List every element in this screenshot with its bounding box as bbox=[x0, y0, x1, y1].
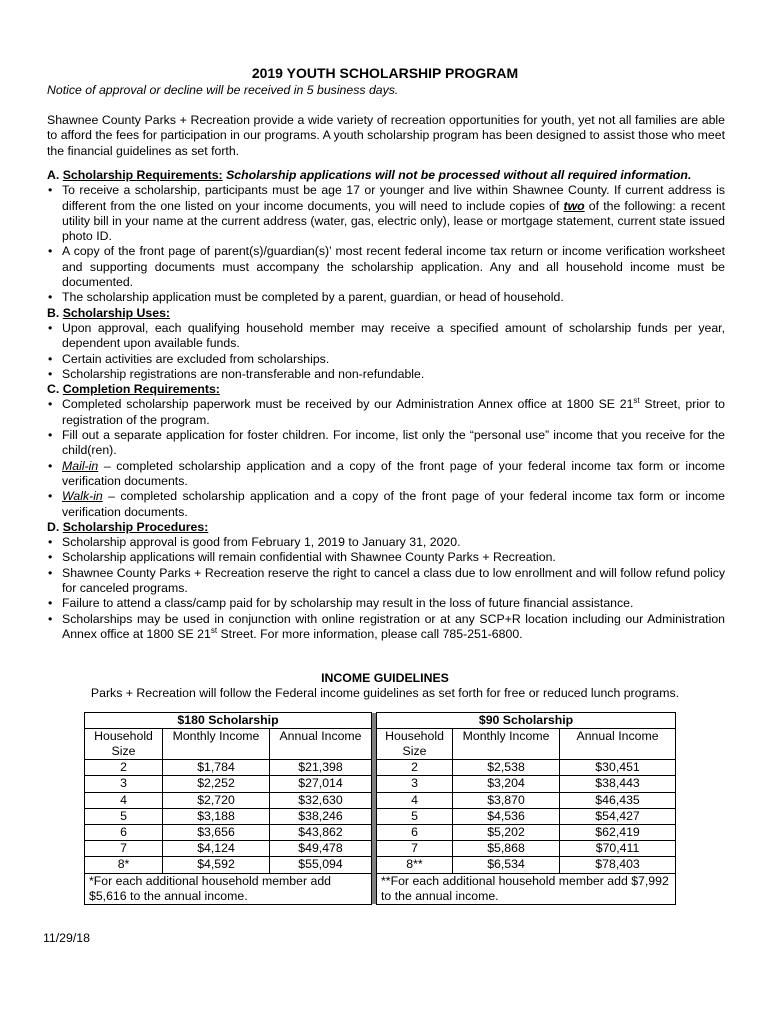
table-cell: 6 bbox=[85, 824, 163, 840]
list-item bbox=[47, 550, 725, 565]
left-scholarship-header: $180 Scholarship bbox=[85, 713, 372, 729]
list-item-text: Street. For more information, please call 785-251-6800. bbox=[217, 626, 523, 641]
list-item bbox=[47, 367, 725, 382]
income-table bbox=[84, 712, 676, 905]
section-c-title: Completion Requirements: bbox=[62, 382, 220, 397]
section-a-letter: A. bbox=[47, 168, 60, 182]
table-row bbox=[85, 857, 676, 873]
table-cell: 6 bbox=[377, 824, 453, 840]
table-cell: $43,862 bbox=[270, 824, 372, 840]
table-cell: 3 bbox=[377, 776, 453, 792]
income-guidelines-title: INCOME GUIDELINES bbox=[321, 671, 449, 685]
walk-in-label: Walk-in bbox=[62, 489, 103, 504]
column-header: Monthly Income bbox=[163, 729, 270, 760]
list-item bbox=[47, 290, 725, 305]
table-cell: $2,252 bbox=[163, 776, 270, 792]
table-cell: $1,784 bbox=[163, 760, 270, 776]
table-cell: 8* bbox=[85, 857, 163, 873]
list-item-text: Street, prior to registration of the program. bbox=[62, 397, 725, 427]
list-item bbox=[47, 489, 725, 520]
table-row bbox=[85, 824, 676, 840]
right-scholarship-header: $90 Scholarship bbox=[377, 713, 676, 729]
intro-paragraph: Shawnee County Parks + Recreation provide a wide variety of recreation opportunities for youth, yet not all families are able to afford the fees for participation in our programs. A youth scholarship program has been designed to assist those who meet the financial guidelines as set forth. bbox=[47, 113, 725, 158]
table-cell: $4,536 bbox=[453, 808, 560, 824]
list-item-text: Shawnee County Parks + Recreation reserve the right to cancel a class due to low enrollment and will follow refund policy for canceled programs. bbox=[62, 565, 725, 596]
list-item bbox=[47, 397, 725, 428]
column-header: Annual Income bbox=[270, 729, 372, 760]
table-note-row bbox=[85, 873, 676, 904]
superscript: st bbox=[633, 396, 640, 406]
list-item-text: Scholarship approval is good from February 1, 2019 to January 31, 2020. bbox=[62, 535, 461, 550]
table-cell: $27,014 bbox=[270, 776, 372, 792]
column-header: Household Size bbox=[377, 729, 453, 760]
mail-in-label: Mail-in bbox=[62, 458, 99, 473]
income-guidelines-subtitle: Parks + Recreation will follow the Federal income guidelines as set forth for free or reduced lunch programs. bbox=[90, 686, 680, 700]
table-cell: $3,204 bbox=[453, 776, 560, 792]
table-cell: $5,868 bbox=[453, 841, 560, 857]
table-cell: $2,720 bbox=[163, 792, 270, 808]
table-cell: $3,188 bbox=[163, 808, 270, 824]
section-d-list bbox=[47, 535, 725, 642]
table-cell: $46,435 bbox=[560, 792, 676, 808]
table-cell: $21,398 bbox=[270, 760, 372, 776]
list-item-text: Scholarship registrations are non-transferable and non-refundable. bbox=[62, 366, 425, 381]
column-header: Monthly Income bbox=[453, 729, 560, 760]
list-item-text: Upon approval, each qualifying household member may receive a specified amount of scholarship funds per year, dependent upon available funds. bbox=[62, 320, 725, 351]
list-item bbox=[47, 596, 725, 611]
table-cell: 5 bbox=[85, 808, 163, 824]
table-cell: $38,443 bbox=[560, 776, 676, 792]
table-row bbox=[85, 760, 676, 776]
list-item-text: Failure to attend a class/camp paid for by scholarship may result in the loss of future financial assistance. bbox=[62, 596, 634, 611]
table-cell: 2 bbox=[85, 760, 163, 776]
page-title: 2019 YOUTH SCHOLARSHIP PROGRAM bbox=[251, 65, 519, 81]
table-cell: $4,124 bbox=[163, 841, 270, 857]
table-row bbox=[85, 792, 676, 808]
list-item-text: Certain activities are excluded from scholarships. bbox=[62, 351, 330, 366]
column-header: Household Size bbox=[85, 729, 163, 760]
table-cell: $78,403 bbox=[560, 857, 676, 873]
list-item-text: A copy of the front page of parent(s)/guardian(s)’ most recent federal income tax return or income verification worksheet and supporting documents must accompany the scholarship application. Any and all household income must be documented. bbox=[62, 244, 725, 290]
table-cell: $62,419 bbox=[560, 824, 676, 840]
list-item bbox=[47, 321, 725, 352]
emphasis-two: two bbox=[563, 198, 585, 213]
list-item bbox=[47, 428, 725, 459]
table-cell: 4 bbox=[377, 792, 453, 808]
sections bbox=[47, 168, 725, 642]
table-cell: $2,538 bbox=[453, 760, 560, 776]
column-header: Annual Income bbox=[560, 729, 676, 760]
section-c-heading bbox=[47, 382, 725, 397]
list-item bbox=[47, 566, 725, 597]
table-cell: 4 bbox=[85, 792, 163, 808]
table-column-header-row bbox=[85, 729, 676, 760]
table-cell: $32,630 bbox=[270, 792, 372, 808]
section-d-title: Scholarship Procedures: bbox=[62, 519, 209, 534]
section-b-title: Scholarship Uses: bbox=[62, 305, 171, 320]
table-cell: $70,411 bbox=[560, 841, 676, 857]
section-a-heading bbox=[47, 168, 725, 183]
list-item-text: To receive a scholarship, participants must be age 17 or younger and live within Shawnee County. If current address is different from the one listed on your income documents, you will need to include copies of bbox=[62, 183, 725, 213]
table-cell: $30,451 bbox=[560, 760, 676, 776]
right-table-note: **For each additional household member add $7,992 to the annual income. bbox=[377, 873, 676, 904]
table-cell: $3,870 bbox=[453, 792, 560, 808]
list-item-text: – completed scholarship application and a copy of the front page of your federal income tax form or income verification documents. bbox=[62, 458, 725, 488]
list-item bbox=[47, 535, 725, 550]
section-c-letter: C. bbox=[47, 382, 60, 397]
table-cell: 8** bbox=[377, 857, 453, 873]
list-item-text: Scholarship applications will remain confidential with Shawnee County Parks + Recreation. bbox=[62, 550, 556, 565]
left-table-note: *For each additional household member add $5,616 to the annual income. bbox=[85, 873, 372, 904]
table-cell: 7 bbox=[377, 841, 453, 857]
table-cell: 7 bbox=[85, 841, 163, 857]
table-cell: $3,656 bbox=[163, 824, 270, 840]
list-item-text: Completed scholarship paperwork must be received by our Administration Annex office at 1800 SE 21 bbox=[62, 397, 634, 412]
list-item bbox=[47, 244, 725, 290]
section-b-list bbox=[47, 321, 725, 382]
table-cell: 5 bbox=[377, 808, 453, 824]
table-row bbox=[85, 841, 676, 857]
notice-text: Notice of approval or decline will be received in 5 business days. bbox=[47, 83, 399, 97]
section-c-list bbox=[47, 397, 725, 519]
section-d-heading bbox=[47, 520, 725, 535]
list-item bbox=[47, 352, 725, 367]
list-item bbox=[47, 183, 725, 244]
table-cell: $38,246 bbox=[270, 808, 372, 824]
table-row bbox=[85, 776, 676, 792]
revision-date: 11/29/18 bbox=[43, 931, 90, 945]
table-cell: $6,534 bbox=[453, 857, 560, 873]
table-cell: 3 bbox=[85, 776, 163, 792]
table-cell: 2 bbox=[377, 760, 453, 776]
table-cell: $5,202 bbox=[453, 824, 560, 840]
list-item-text: Scholarships may be used in conjunction with online registration or at any SCP+R location including our Administration Annex office at 1800 SE 21 bbox=[62, 611, 725, 641]
list-item bbox=[47, 612, 725, 643]
section-a-subtitle: Scholarship applications will not be processed without all required information. bbox=[226, 168, 692, 182]
table-cell: $54,427 bbox=[560, 808, 676, 824]
table-cell: $4,592 bbox=[163, 857, 270, 873]
section-b-letter: B. bbox=[47, 305, 60, 320]
table-cell: $55,094 bbox=[270, 857, 372, 873]
table-cell: $49,478 bbox=[270, 841, 372, 857]
list-item bbox=[47, 459, 725, 490]
list-item-text: The scholarship application must be completed by a parent, guardian, or head of household. bbox=[62, 290, 564, 305]
section-b-heading bbox=[47, 306, 725, 321]
list-item-text: – completed scholarship application and a copy of the front page of your federal income tax form or income verification documents. bbox=[62, 489, 725, 519]
section-a-title: Scholarship Requirements: bbox=[62, 168, 223, 182]
list-item-text: of the following: a recent utility bill in your name at the current address (water, gas, electric only), lease or mortgage statement, current state issued photo ID. bbox=[62, 198, 725, 244]
table-row bbox=[85, 808, 676, 824]
section-a-list bbox=[47, 183, 725, 305]
table-header-row bbox=[85, 713, 676, 729]
superscript: st bbox=[210, 625, 218, 635]
section-d-letter: D. bbox=[47, 519, 60, 534]
list-item-text: Fill out a separate application for foster children. For income, list only the “personal use” income that you receive for the child(ren). bbox=[62, 428, 725, 458]
